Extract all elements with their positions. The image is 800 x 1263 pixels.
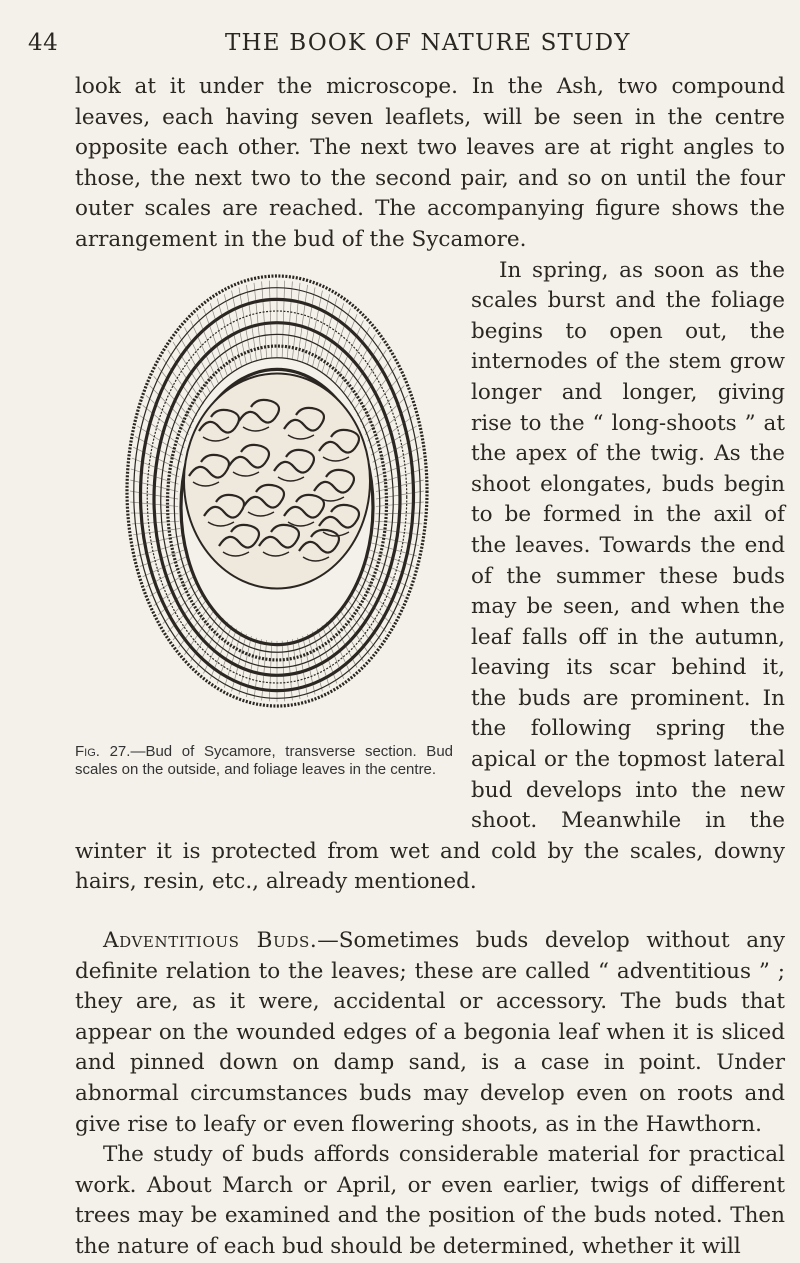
- scale-hatch: [303, 287, 315, 361]
- section-heading: Adventitious Buds.: [103, 928, 318, 954]
- paragraph-2: In spring, as soon as the scales burst and the foliage begins to open out, the internodes of the stem grow longer and longer, giving rise to the “ long-shoots ” at the apex of the twig. As the shoot elongates, buds begin to be formed in the axil of the leaves. Towards the end of the summer these buds may be seen, and when the leaf falls off in the autumn, leaving its scar behind it, the buds are prominent. In the following spring the apical or the topmost lateral bud develops into the new shoot. Meanwhile in the winter it is protected from wet and cold by the scales, downy hairs, resin, etc., already mentioned.: [75, 257, 785, 895]
- scale-hatch: [168, 350, 204, 404]
- figure-label: Fig. 27.: [75, 742, 131, 760]
- figure-caption: [75, 743, 453, 780]
- paragraph-1: look at it under the microscope. In the Ash, two compound leaves, each having seven leaflets, will be seen in the centre opposite each other. The next two leaves are at right angles to those, the next two to the second pair, and so on until the four outer scales are reached. The accompanying figure shows the arrangement in the bud of the Sycamore.: [75, 74, 785, 252]
- scale-hatch: [339, 327, 369, 388]
- scale-hatch: [269, 640, 272, 701]
- figure-27: [75, 256, 457, 826]
- scale-hatch: [351, 350, 387, 404]
- page-number: 44: [28, 30, 59, 56]
- scale-hatch: [232, 290, 247, 363]
- scale-hatch: [282, 640, 285, 701]
- scale-hatch: [335, 613, 363, 661]
- scale-hatch: [269, 280, 272, 357]
- figure-caption-text: —Bud of Sycamore, transverse section. Bud scales on the outside, and foliage leaves in the centre.: [75, 742, 453, 779]
- running-title: THE BOOK OF NATURE STUDY: [225, 30, 631, 56]
- paragraph-3-text: —Sometimes buds develop without any definite relation to the leaves; these are called “ adventitious ” ; they are, as it were, accidental or accessory. The buds that appear on the wounded edges of a begonia leaf when it is sliced and pinned down on damp sand, is a case in point. Under abnormal circumstances buds may develop even on roots and give rise to leafy or even flowering shoots, as in the Hawthorn.: [75, 928, 786, 1137]
- scale-hatch: [239, 287, 251, 361]
- scale-hatch: [308, 290, 323, 363]
- scale-hatch: [351, 594, 387, 632]
- scale-hatch: [184, 327, 214, 388]
- scale-hatch: [375, 513, 423, 514]
- paragraph-4: The study of buds affords considerable material for practical work. About March or April, or even earlier, twigs of different trees may be examined and the position of the buds noted. Then the nature of each bud should be determined, whether it will: [75, 1142, 785, 1259]
- paragraph-3: [75, 926, 785, 1140]
- sycamore-bud-illustration: [115, 266, 440, 711]
- body-text: [75, 72, 785, 1263]
- scale-hatch: [131, 513, 179, 514]
